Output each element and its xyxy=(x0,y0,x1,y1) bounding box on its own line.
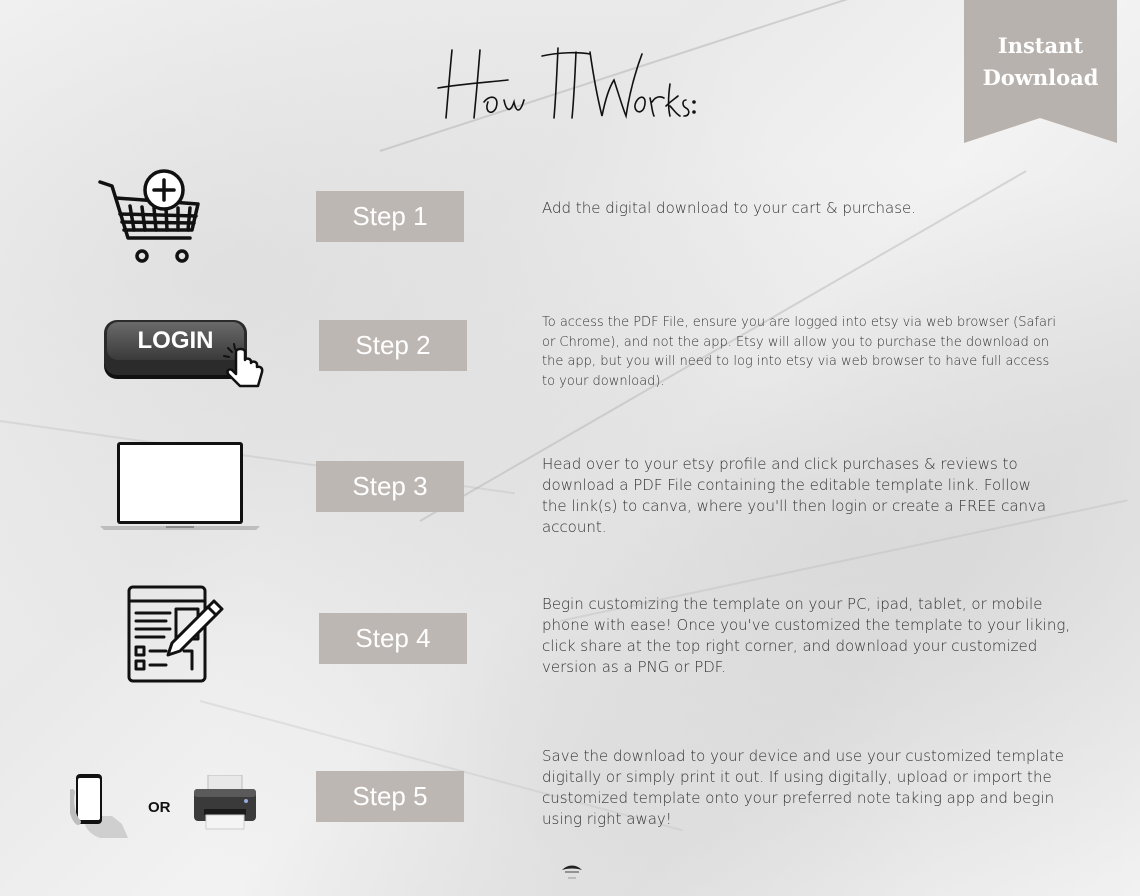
badge-line2: Download xyxy=(982,65,1099,90)
step-3-label: Step 3 xyxy=(316,461,464,512)
phone-in-hand-icon xyxy=(70,772,132,840)
edit-document-icon xyxy=(126,585,226,685)
cursor-hand-icon xyxy=(220,342,268,388)
step-3-description: Head over to your etsy profile and click purchases & reviews to download a PDF File containing the editable template link. Follow the link(s) to canva, where you'll then login or create a FREE canva account. xyxy=(542,455,1047,536)
step-2-description: To access the PDF File, ensure you are logged into etsy via web browser (Safari or Chrome), and not the app. Etsy will allow you to purchase the download on the app, but you will need to log into etsy via web browser to have full access to your download). xyxy=(542,315,1056,389)
instant-download-badge xyxy=(964,0,1117,143)
login-button-label: LOGIN xyxy=(107,322,244,360)
shopping-cart-add-icon xyxy=(98,168,208,268)
laptop-icon xyxy=(100,440,260,532)
step-5-description: Save the download to your device and use your customized template digitally or simply print it out. If using digitally, upload or import the customized template onto your preferred note taking app and begin using right away! xyxy=(542,747,1064,828)
badge-line1: Instant xyxy=(997,33,1084,58)
step-4-label: Step 4 xyxy=(319,613,467,664)
page-title xyxy=(430,40,700,130)
step-2-label: Step 2 xyxy=(319,320,467,371)
step-1-label: Step 1 xyxy=(316,191,464,242)
step-4-description: Begin customizing the template on your PC, ipad, tablet, or mobile phone with ease! Once you've customized the template to your liking, click share at the top right corner, and download your customized version as a PNG or PDF. xyxy=(542,595,1071,676)
brand-logo-icon xyxy=(560,860,584,884)
step-5-label: Step 5 xyxy=(316,771,464,822)
or-label: OR xyxy=(148,799,171,816)
printer-icon xyxy=(192,775,258,831)
step-1-description: Add the digital download to your cart & purchase. xyxy=(542,199,917,217)
